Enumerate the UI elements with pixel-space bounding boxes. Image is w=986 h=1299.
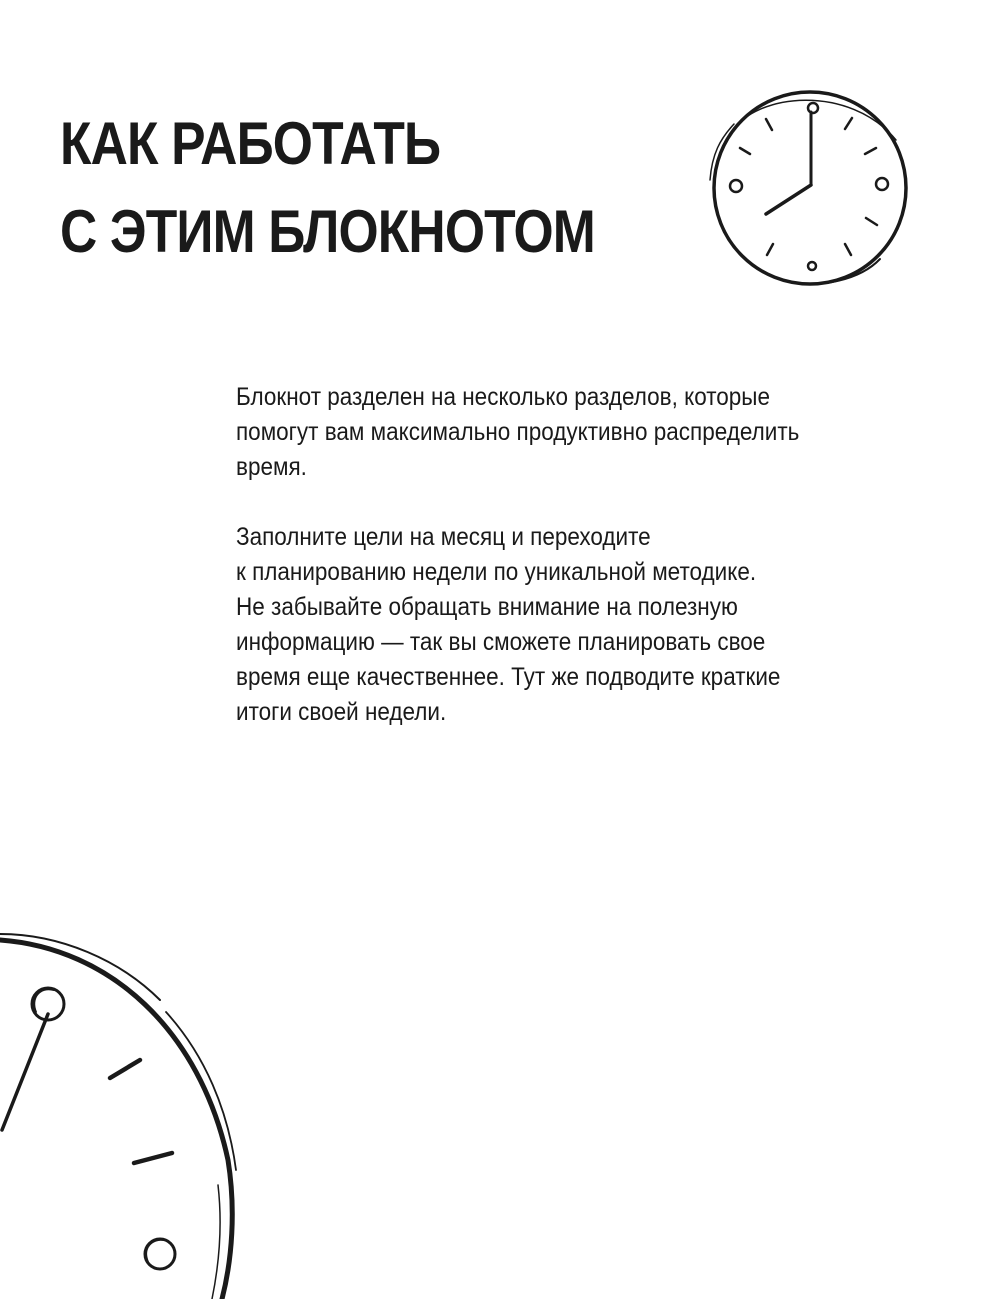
intro-line-1: Блокнот разделен на несколько разделов, которые bbox=[236, 383, 770, 411]
page-title-line-1: КАК РАБОТАТЬ bbox=[60, 110, 441, 177]
body-text bbox=[236, 380, 916, 765]
clock-icon bbox=[700, 84, 912, 288]
instructions-line-3: Не забывайте обращать внимание на полезную bbox=[236, 593, 738, 621]
instructions-line-4: информацию — так вы сможете планировать свое bbox=[236, 628, 766, 656]
page-title bbox=[60, 100, 595, 276]
instructions-line-1: Заполните цели на месяц и переходите bbox=[236, 523, 651, 551]
intro-line-3: время. bbox=[236, 453, 307, 481]
instructions-line-6: итоги своей недели. bbox=[236, 698, 447, 726]
page-title-line-2: С ЭТИМ БЛОКНОТОМ bbox=[60, 198, 595, 265]
clock-fragment-icon bbox=[0, 920, 250, 1299]
intro-line-2: помогут вам максимально продуктивно распределить bbox=[236, 418, 800, 446]
instructions-line-5: время еще качественнее. Тут же подводите краткие bbox=[236, 663, 781, 691]
instructions-paragraph bbox=[236, 520, 848, 730]
instructions-line-2: к планированию недели по уникальной методике. bbox=[236, 558, 757, 586]
intro-paragraph bbox=[236, 380, 848, 485]
